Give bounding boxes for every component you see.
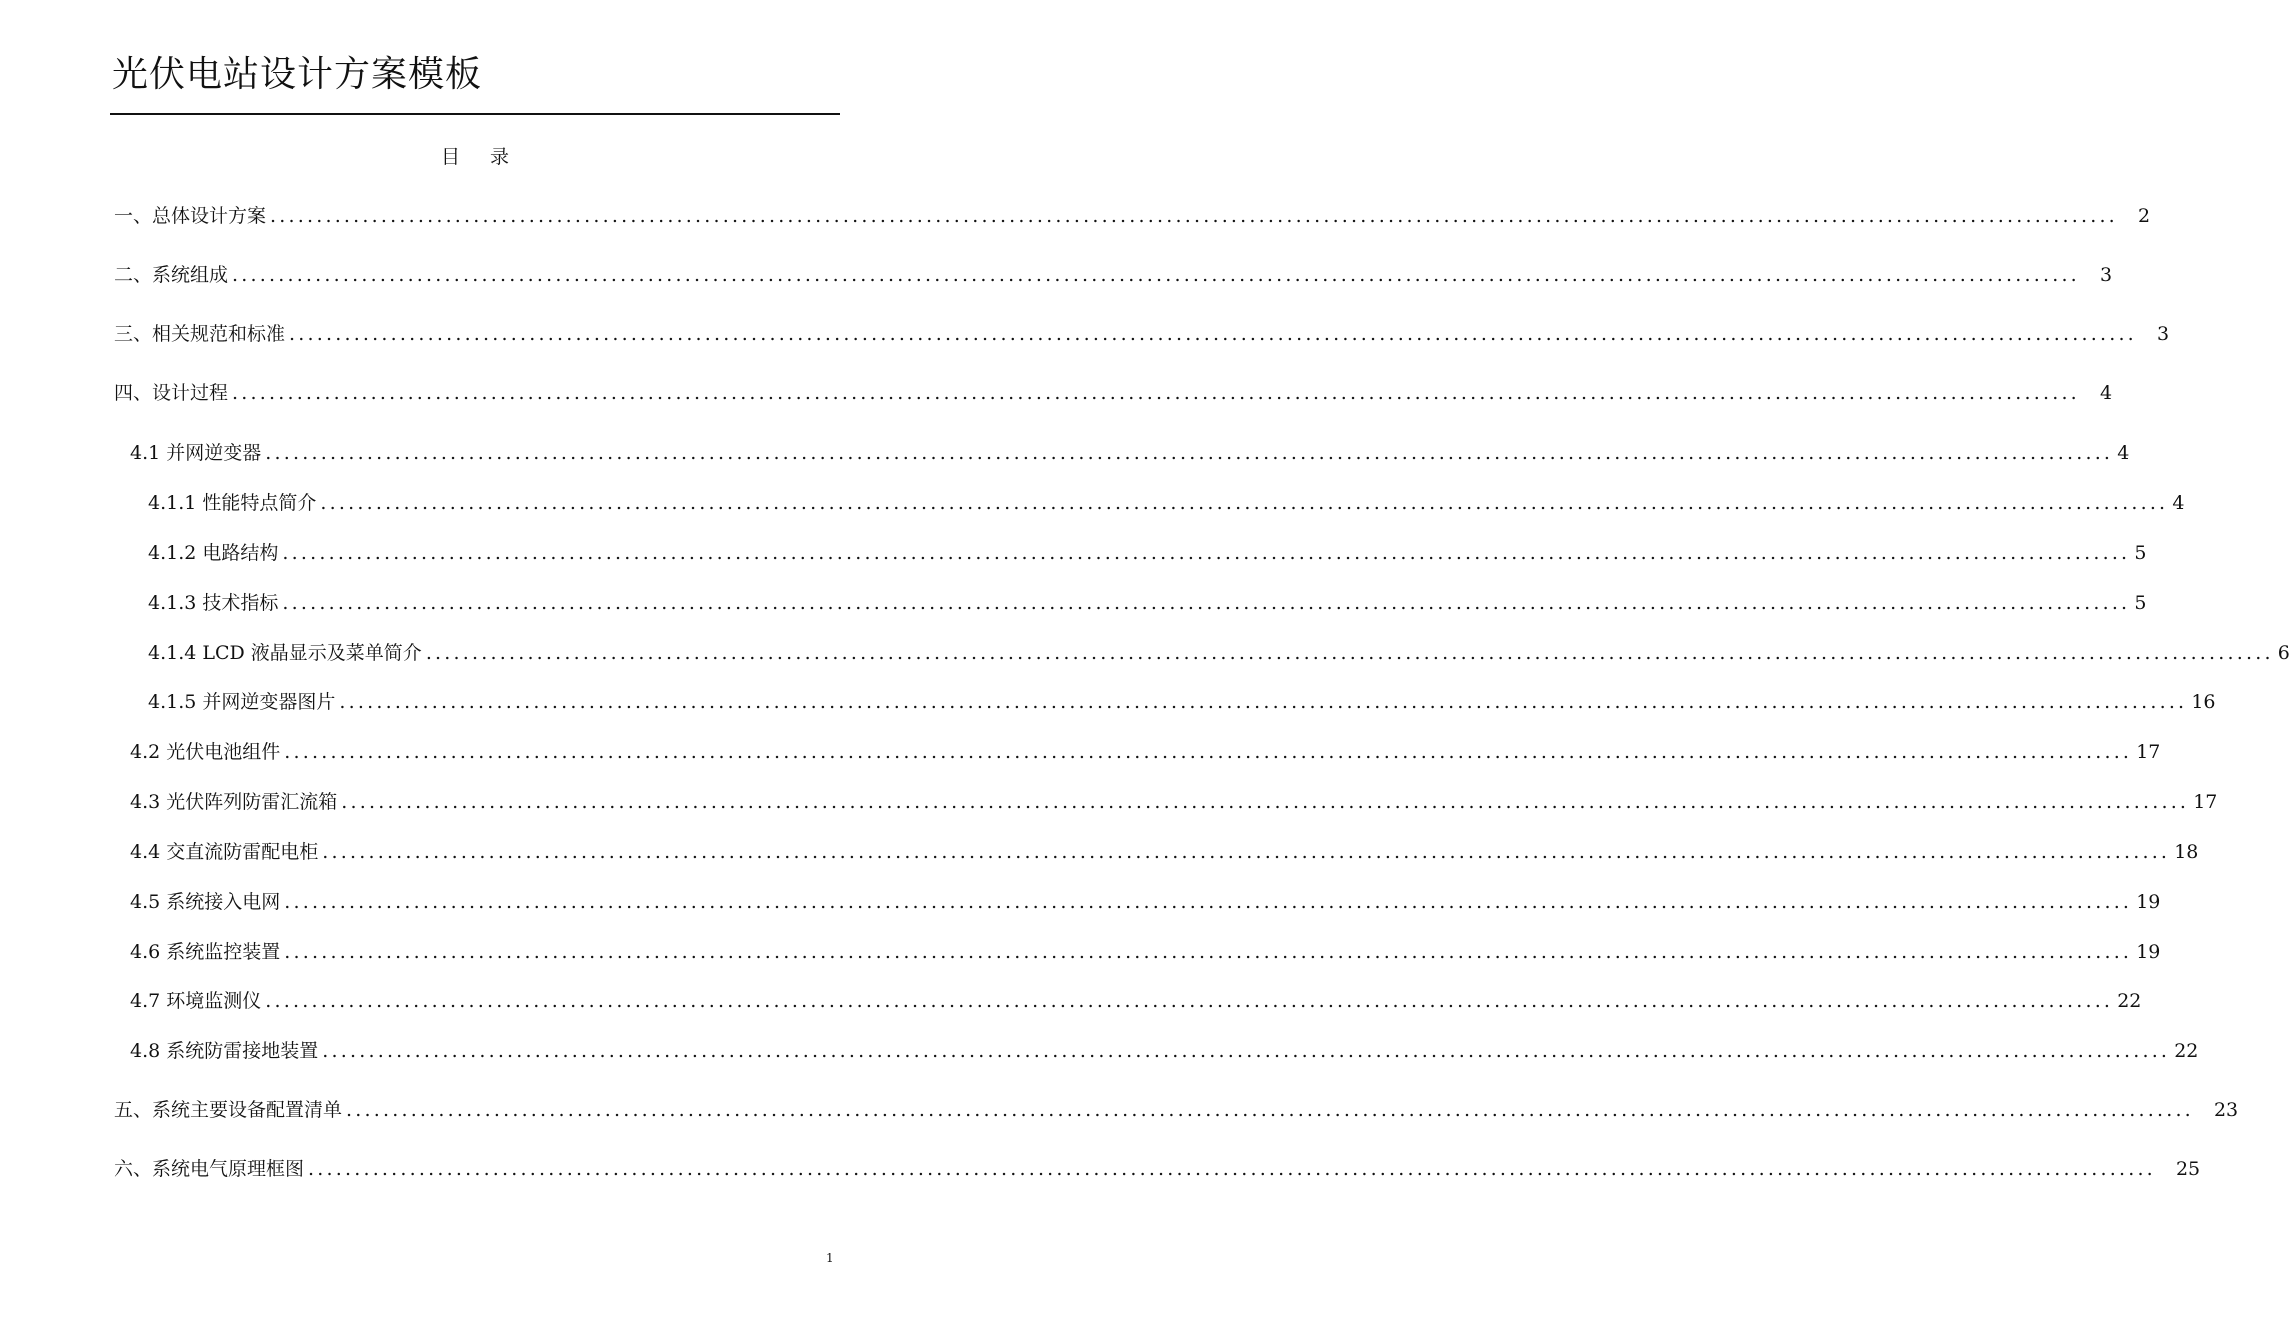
toc-leader-dots: ........................................................................................................................................................................................................	[284, 941, 2133, 963]
toc-entry-page: 17	[2136, 741, 2161, 763]
toc-leader-dots: ........................................................................................................................................................................................................	[322, 1040, 2171, 1062]
toc-leader-dots: ........................................................................................................................................................................................................	[289, 323, 2137, 345]
toc-entry-4-1-5[interactable]	[148, 689, 2216, 715]
toc-entry-page: 23	[2213, 1099, 2239, 1121]
toc-leader-dots: ........................................................................................................................................................................................................	[425, 642, 2274, 664]
toc-entry-label: 4.1.3 技术指标	[148, 592, 279, 614]
toc-entry-4-1-2[interactable]	[148, 540, 2147, 566]
toc-leader-dots: ........................................................................................................................................................................................................	[284, 891, 2133, 913]
toc-entry-4-1-3[interactable]	[148, 590, 2147, 616]
toc-entry-label: 4.1.2 电路结构	[148, 542, 279, 564]
toc-entry-label: 六、系统电气原理框图	[114, 1158, 305, 1180]
document-title: 光伏电站设计方案模板	[112, 54, 483, 95]
toc-leader-dots: ........................................................................................................................................................................................................	[265, 990, 2114, 1012]
toc-leader-dots: ........................................................................................................................................................................................................	[270, 205, 2118, 227]
toc-heading	[0, 144, 950, 170]
toc-leader-dots: ........................................................................................................................................................................................................	[341, 791, 2190, 813]
toc-heading-right: 录	[490, 146, 510, 168]
title-divider	[110, 113, 840, 115]
toc-leader-dots: ........................................................................................................................................................................................................	[282, 542, 2131, 564]
toc-entry-label: 4.5 系统接入电网	[130, 891, 281, 913]
toc-entry-standards[interactable]	[114, 321, 2170, 347]
toc-leader-dots: ........................................................................................................................................................................................................	[346, 1099, 2194, 1121]
toc-entry-label: 4.2 光伏电池组件	[130, 741, 281, 763]
toc-leader-dots: ........................................................................................................................................................................................................	[232, 264, 2080, 286]
toc-leader-dots: ........................................................................................................................................................................................................	[322, 841, 2171, 863]
toc-entry-4-4[interactable]	[130, 839, 2199, 865]
toc-entry-4-8[interactable]	[130, 1038, 2199, 1064]
toc-entry-design-process[interactable]	[114, 380, 2113, 406]
toc-entry-4-6[interactable]	[130, 939, 2161, 965]
toc-entry-system-composition[interactable]	[114, 262, 2113, 288]
toc-entry-page: 2	[2137, 205, 2151, 227]
toc-entry-page: 16	[2191, 691, 2216, 713]
toc-entry-page: 5	[2134, 542, 2147, 564]
toc-entry-label: 4.6 系统监控装置	[130, 941, 281, 963]
toc-entry-page: 19	[2136, 941, 2161, 963]
toc-entry-page: 3	[2099, 264, 2113, 286]
toc-entry-page: 25	[2175, 1158, 2201, 1180]
toc-entry-label: 4.3 光伏阵列防雷汇流箱	[130, 791, 338, 813]
toc-leader-dots: ........................................................................................................................................................................................................	[339, 691, 2188, 713]
toc-entry-label: 4.1.5 并网逆变器图片	[148, 691, 336, 713]
toc-entry-label: 五、系统主要设备配置清单	[114, 1099, 343, 1121]
toc-entry-page: 18	[2174, 841, 2199, 863]
toc-entry-4-3[interactable]	[130, 789, 2218, 815]
toc-entry-label: 二、系统组成	[114, 264, 229, 286]
toc-entry-overall-design[interactable]	[114, 203, 2151, 229]
toc-entry-label: 4.4 交直流防雷配电柜	[130, 841, 319, 863]
toc-entry-4-1-4[interactable]	[148, 640, 2290, 666]
toc-entry-page: 19	[2136, 891, 2161, 913]
toc-entry-label: 4.1.4 LCD 液晶显示及菜单简介	[148, 642, 422, 664]
toc-entry-page: 4	[2172, 492, 2185, 514]
toc-entry-page: 6	[2277, 642, 2290, 664]
toc-entry-4-2[interactable]	[130, 739, 2161, 765]
toc-entry-page: 22	[2117, 990, 2142, 1012]
toc-entry-4-5[interactable]	[130, 889, 2161, 915]
toc-entry-label: 4.1 并网逆变器	[130, 442, 262, 464]
toc-entry-label: 一、总体设计方案	[114, 205, 267, 227]
toc-entry-page: 4	[2117, 442, 2130, 464]
toc-leader-dots: ........................................................................................................................................................................................................	[232, 382, 2080, 404]
toc-entry-label: 三、相关规范和标准	[114, 323, 286, 345]
toc-leader-dots: ........................................................................................................................................................................................................	[320, 492, 2169, 514]
toc-entry-4-1-1[interactable]	[148, 490, 2185, 516]
toc-entry-page: 22	[2174, 1040, 2199, 1062]
toc-leader-dots: ........................................................................................................................................................................................................	[265, 442, 2114, 464]
toc-entry-equipment-list[interactable]	[114, 1097, 2239, 1123]
toc-leader-dots: ........................................................................................................................................................................................................	[282, 592, 2131, 614]
toc-entry-page: 5	[2134, 592, 2147, 614]
page-number: 1	[826, 1251, 834, 1265]
toc-entry-4-1[interactable]	[130, 440, 2130, 466]
toc-heading-left: 目	[440, 146, 460, 168]
toc-entry-page: 4	[2099, 382, 2113, 404]
toc-entry-label: 4.7 环境监测仪	[130, 990, 262, 1012]
toc-entry-page: 17	[2193, 791, 2218, 813]
toc-entry-label: 4.8 系统防雷接地装置	[130, 1040, 319, 1062]
toc-entry-page: 3	[2156, 323, 2170, 345]
toc-leader-dots: ........................................................................................................................................................................................................	[308, 1158, 2156, 1180]
toc-entry-electrical-diagram[interactable]	[114, 1156, 2201, 1182]
toc-entry-label: 四、设计过程	[114, 382, 229, 404]
toc-leader-dots: ........................................................................................................................................................................................................	[284, 741, 2133, 763]
toc-entry-4-7[interactable]	[130, 988, 2142, 1014]
toc-entry-label: 4.1.1 性能特点简介	[148, 492, 317, 514]
